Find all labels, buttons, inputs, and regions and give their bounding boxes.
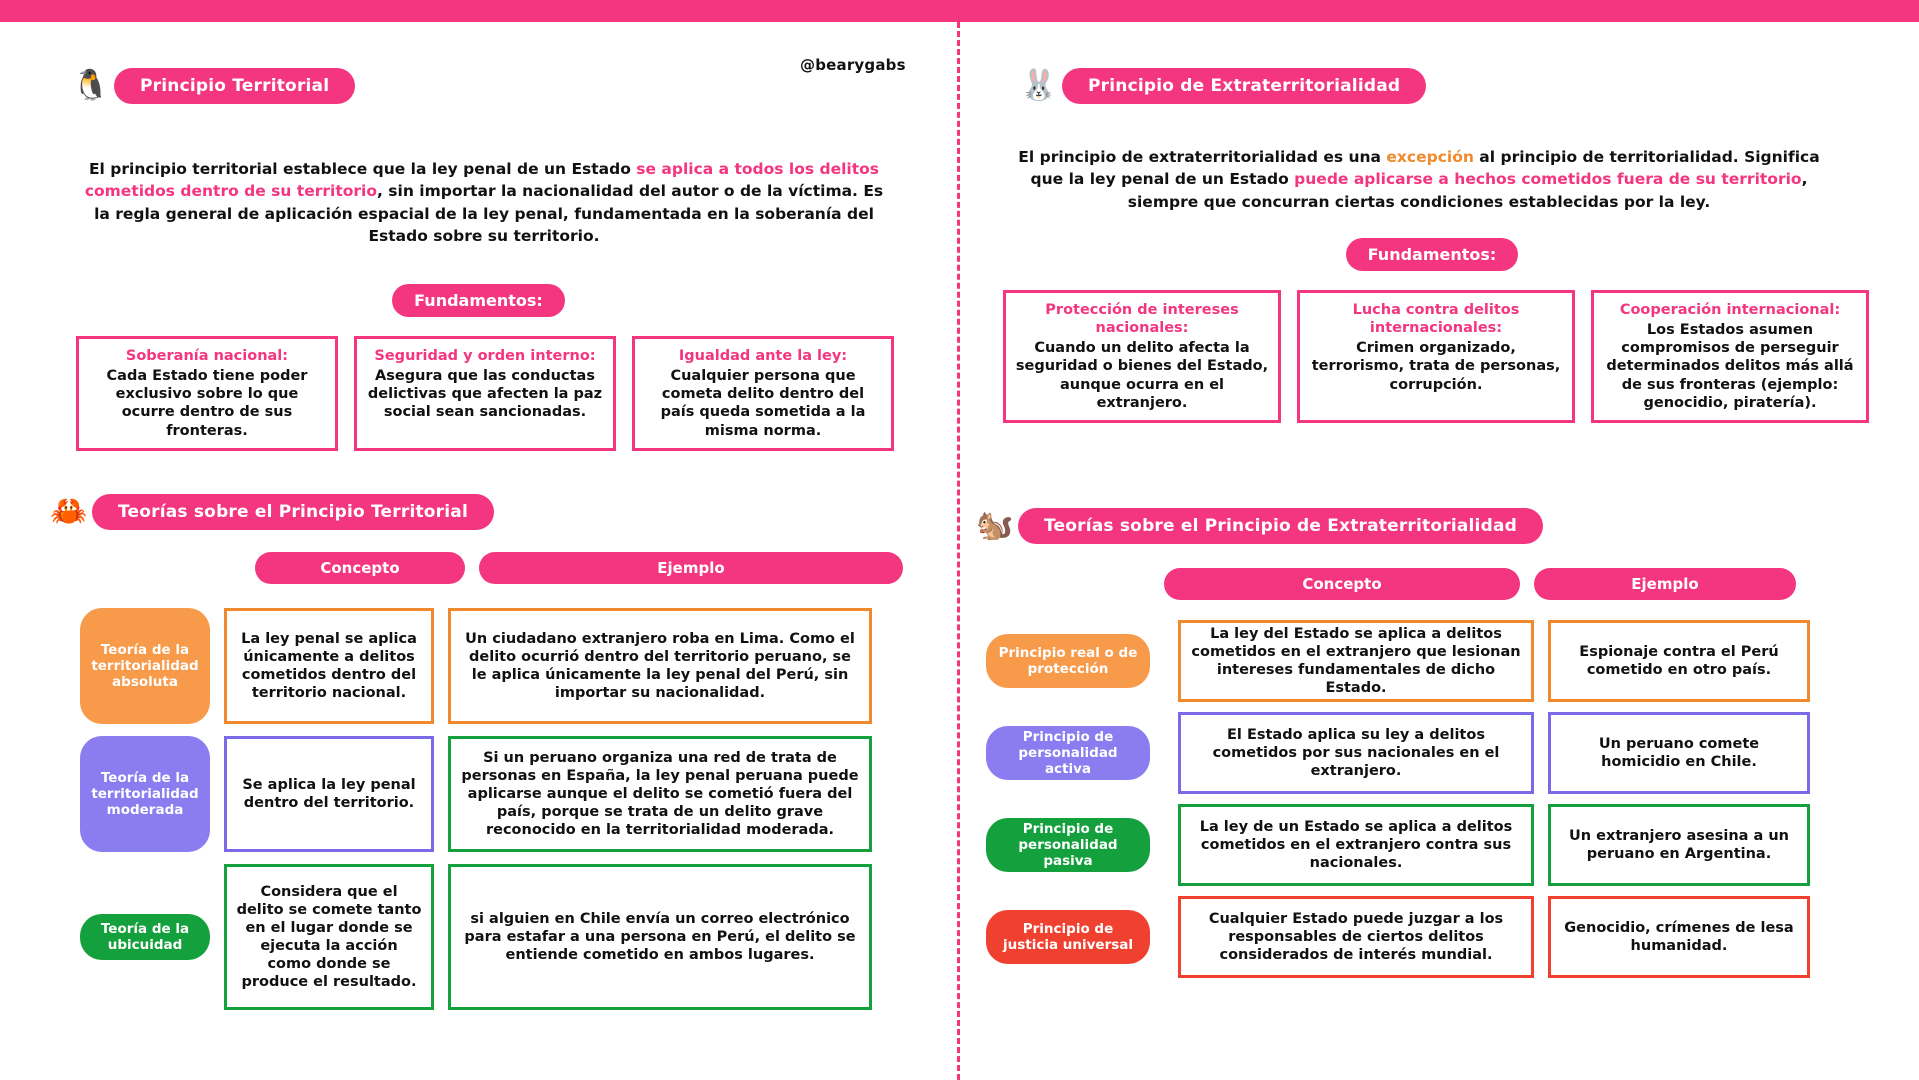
right-fundamento-title: Lucha contra delitos internacionales: [1352,302,1520,337]
table-row [986,620,1810,702]
left-fundamento-body: Cualquier persona que cometa delito dentro del país queda sometida a la misma norma. [660,368,866,439]
right-row-tag: Principio real o de protección [986,634,1150,688]
top-accent-bar [0,0,1919,22]
left-theories-header [50,494,494,530]
right-fundamento-box [1003,290,1281,423]
table-row [986,896,1810,978]
right-table-headers [986,568,1796,600]
table-row [986,712,1810,794]
left-column-header-concepto: Concepto [255,552,465,584]
right-row-ejemplo: Un peruano comete homicidio en Chile. [1548,712,1810,794]
left-row-concepto: La ley penal se aplica únicamente a delitos cometidos dentro del territorio nacional. [224,608,434,724]
right-column-header-concepto: Concepto [1164,568,1520,600]
right-row-concepto: La ley del Estado se aplica a delitos cometidos en el extranjero que lesionan intereses fundamentales de dicho Estado. [1178,620,1534,702]
right-row-ejemplo: Genocidio, crímenes de lesa humanidad. [1548,896,1810,978]
left-row-ejemplo: Si un peruano organiza una red de trata de personas en España, la ley penal peruana puede aplicarse aunque el delito se cometió fuera del país, porque se trata de un delito grave reconocido en la territorialidad moderada. [448,736,872,852]
table-row [80,608,872,724]
right-title-pill: Principio de Extraterritorialidad [1062,68,1426,104]
right-column-header-ejemplo: Ejemplo [1534,568,1796,600]
left-row-concepto: Considera que el delito se comete tanto en el lugar donde se ejecuta la acción como donde se produce el resultado. [224,864,434,1010]
right-row-tag: Principio de justicia universal [986,910,1150,964]
right-table-body [986,620,1810,978]
left-row-tag: Teoría de la territorialidad moderada [80,736,210,852]
left-fundamento-body: Asegura que las conductas delictivas que afecten la paz social sean sancionadas. [367,368,603,421]
left-column-header-ejemplo: Ejemplo [479,552,903,584]
left-fundamentos-label-wrap [0,284,957,317]
left-row-tag: Teoría de la ubicuidad [80,914,210,960]
left-row-tag: Teoría de la territorialidad absoluta [80,608,210,724]
left-table-body [80,608,872,1010]
left-fundamento-title: Soberanía nacional: [125,348,289,364]
left-fundamentos-row [72,336,898,451]
left-section-header [72,68,355,104]
left-fundamento-box [632,336,894,451]
column-divider [957,22,960,1080]
bunny-icon: 🐰 [1020,68,1058,103]
right-intro-paragraph: El principio de extraterritorialidad es una excepción al principio de territorialidad. Significa que la ley penal de un Estado puede aplicarse a hechos cometidos fuera de su territorio, siempre que concurran ciertas condiciones establecidas por la ley. [1018,148,1820,211]
left-table-headers [255,552,903,584]
right-row-tag: Principio de personalidad pasiva [986,818,1150,872]
left-fundamento-title: Igualdad ante la ley: [678,348,848,364]
crab-icon: 🦀 [50,494,88,529]
author-handle: @bearygabs [800,56,906,74]
right-fundamentos-row [986,290,1886,423]
left-row-ejemplo: si alguien en Chile envía un correo electrónico para estafar a una persona en Perú, el delito se entiende cometido en ambos lugares. [448,864,872,1010]
right-fundamento-box [1591,290,1869,423]
left-title-pill: Principio Territorial [114,68,355,104]
right-fundamento-body: Crimen organizado, terrorismo, trata de personas, corrupción. [1311,340,1561,393]
right-fundamentos-pill: Fundamentos: [1346,238,1519,271]
table-row [80,864,872,1010]
right-row-concepto: El Estado aplica su ley a delitos cometidos por sus nacionales en el extranjero. [1178,712,1534,794]
right-row-ejemplo: Espionaje contra el Perú cometido en otro país. [1548,620,1810,702]
left-intro-paragraph: El principio territorial establece que la ley penal de un Estado se aplica a todos los delitos cometidos dentro de su territorio, sin importar la nacionalidad del autor o de la víctima. Es la regla general de aplicación espacial de la ley penal, fundamentada en la soberanía del Estado sobre su territorio. [84,160,884,246]
right-theories-title-pill: Teorías sobre el Principio de Extraterritorialidad [1018,508,1543,544]
right-row-tag: Principio de personalidad activa [986,726,1150,780]
right-column [962,22,1919,1080]
penguin-icon: 🐧 [72,68,110,103]
right-fundamento-title: Protección de intereses nacionales: [1045,302,1239,337]
left-fundamento-box [354,336,616,451]
right-fundamento-body: Cuando un delito afecta la seguridad o bienes del Estado, aunque ocurra en el extranjero. [1015,340,1269,411]
left-fundamento-title: Seguridad y orden interno: [374,348,596,364]
squirrel-icon: 🐿️ [976,508,1014,543]
table-row [80,736,872,852]
left-fundamento-body: Cada Estado tiene poder exclusivo sobre lo que ocurre dentro de sus fronteras. [106,368,308,439]
left-fundamentos-pill: Fundamentos: [392,284,565,317]
right-fundamento-title: Cooperación internacional: [1619,302,1841,318]
left-column [0,22,957,1080]
left-fundamento-box [76,336,338,451]
right-row-concepto: Cualquier Estado puede juzgar a los responsables de ciertos delitos considerados de interés mundial. [1178,896,1534,978]
table-row [986,804,1810,886]
left-row-concepto: Se aplica la ley penal dentro del territorio. [224,736,434,852]
right-fundamento-box [1297,290,1575,423]
right-row-concepto: La ley de un Estado se aplica a delitos cometidos en el extranjero contra sus nacionales. [1178,804,1534,886]
right-section-header [1020,68,1426,104]
right-fundamento-body: Los Estados asumen compromisos de perseguir determinados delitos más allá de sus fronteras (ejemplo: genocidio, piratería). [1606,322,1854,411]
right-row-ejemplo: Un extranjero asesina a un peruano en Argentina. [1548,804,1810,886]
right-fundamentos-label-wrap [962,238,1902,271]
right-theories-header [976,508,1543,544]
left-theories-title-pill: Teorías sobre el Principio Territorial [92,494,494,530]
left-row-ejemplo: Un ciudadano extranjero roba en Lima. Como el delito ocurrió dentro del territorio peruano, se le aplica únicamente la ley penal del Perú, sin importar su nacionalidad. [448,608,872,724]
